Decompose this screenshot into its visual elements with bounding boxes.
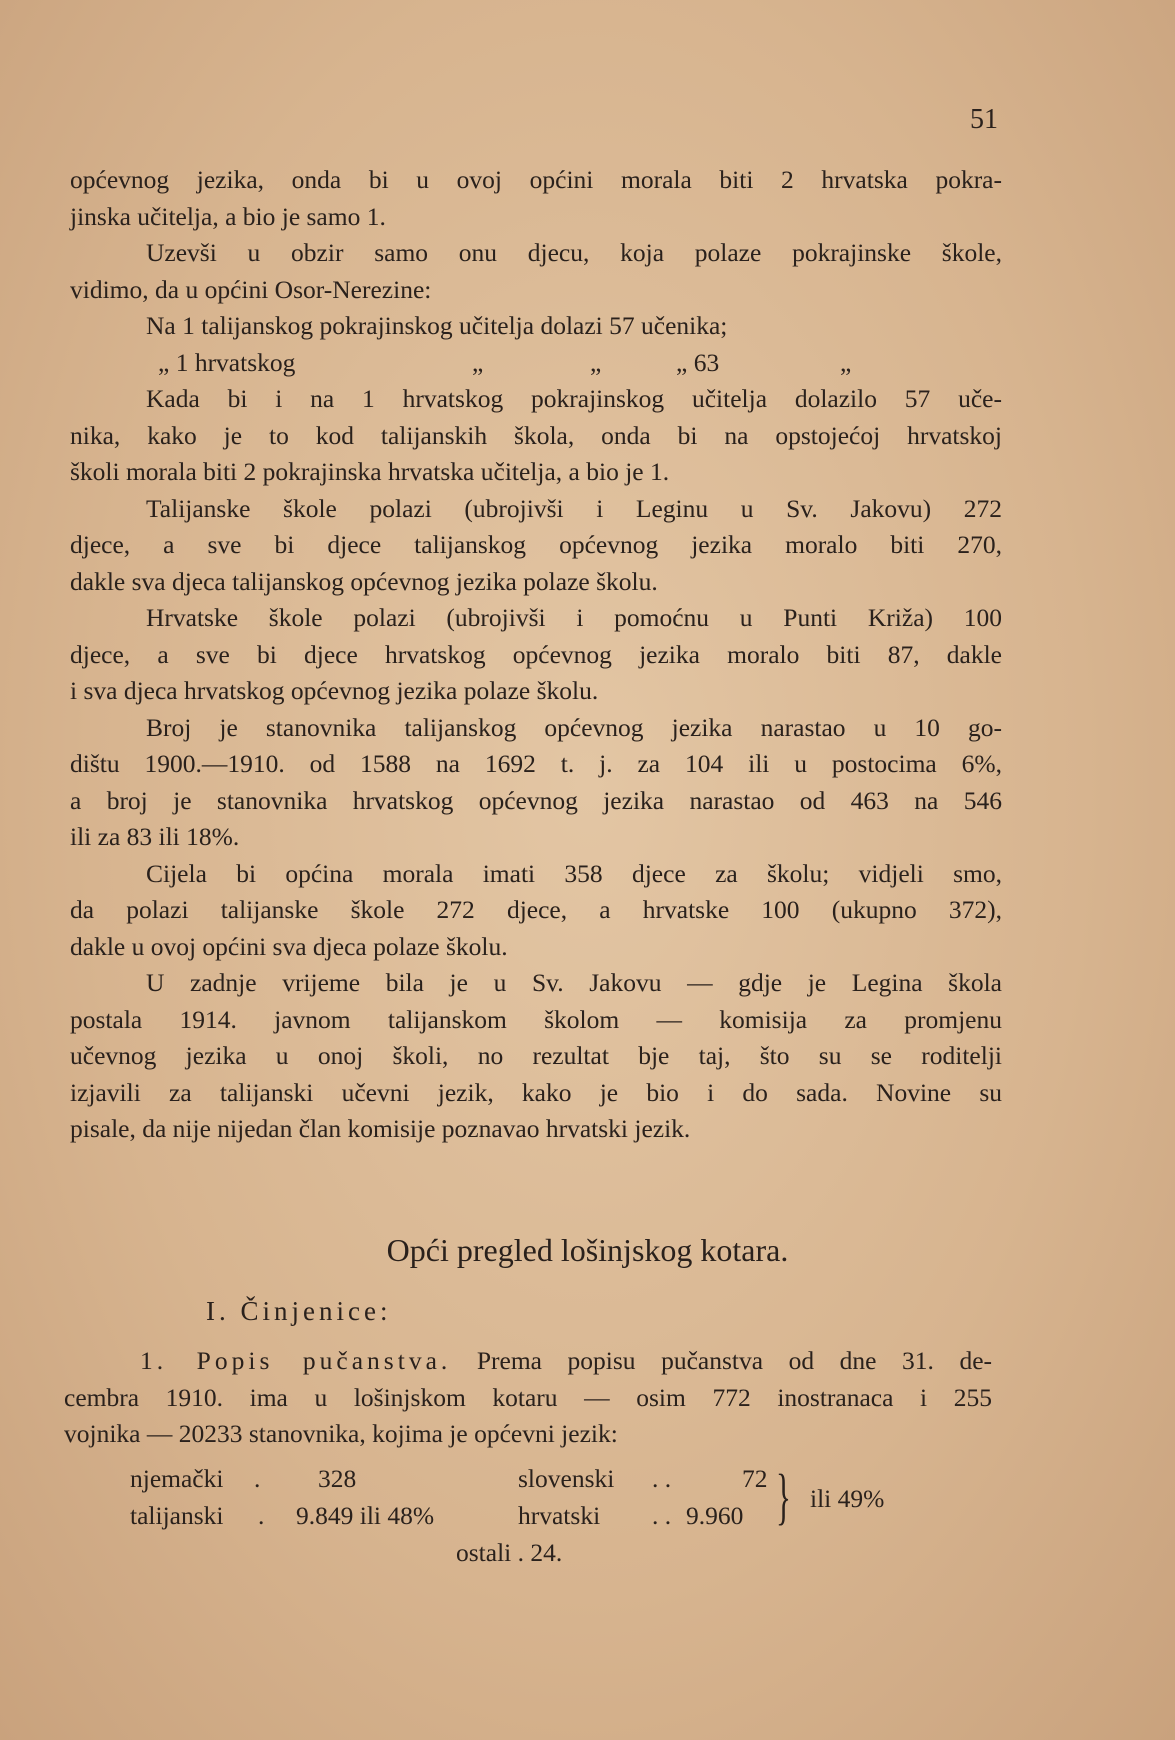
- brace-icon: }: [776, 1463, 791, 1531]
- text-line: dištu 1900.—1910. od 1588 na 1692 t. j. za 104 ili u postocima 6%,: [70, 749, 1002, 778]
- census-language: talijanski: [130, 1501, 224, 1530]
- census-value: 72: [742, 1464, 768, 1493]
- ratio-line: [70, 345, 1002, 382]
- ratio-text: Na 1 talijanskog pokrajinskog učitelja dolazi 57 učenika;: [146, 311, 728, 340]
- census-intro: [64, 1343, 992, 1453]
- text-line: vidimo, da u općini Osor-Nerezine:: [70, 274, 432, 304]
- text-line: Broj je stanovnika talijanskog općevnog jezika narastao u 10 go-: [146, 712, 1002, 742]
- text-line: dakle u ovoj općini sva djeca polaze školu.: [70, 931, 508, 961]
- text-line: Hrvatske škole polazi (ubrojivši i pomoćnu u Punti Križa) 100: [146, 603, 1002, 632]
- ratio-value: „ 63: [676, 347, 720, 377]
- text-line: cembra 1910. ima u lošinjskom kotaru — osim 772 inostranaca i 255: [64, 1382, 992, 1412]
- census-value: 328: [318, 1464, 357, 1493]
- text-line: općevnog jezika, onda bi u ovoj općini morala biti 2 hrvatska pokra-: [70, 165, 1002, 194]
- text-line: izjavili za talijanski učevni jezik, kako je bio i do sada. Novine su: [70, 1077, 1002, 1107]
- text-line: jinska učitelja, a bio je samo 1.: [70, 201, 386, 231]
- text-line: postala 1914. javnom talijanskom školom — komisija za promjenu: [70, 1004, 1002, 1034]
- census-value: 9.849 ili 48%: [296, 1501, 435, 1530]
- text-line: vojnika — 20233 stanovnika, kojima je općevni jezik:: [64, 1419, 618, 1448]
- census-language: slovenski: [518, 1464, 615, 1493]
- census-dots: .: [258, 1501, 265, 1530]
- text-line: U zadnje vrijeme bila je u Sv. Jakovu — gdje je Legina škola: [146, 968, 1002, 997]
- text-line: [64, 1343, 992, 1380]
- subsection-heading: I. Činjenice:: [206, 1296, 392, 1326]
- census-dots: . .: [652, 1464, 672, 1493]
- ratio-line: [70, 308, 1002, 345]
- text-line: Kada bi i na 1 hrvatskog pokrajinskog učitelja dolazilo 57 uče-: [146, 384, 1002, 413]
- text-line: a broj je stanovnika hrvatskog općevnog jezika narastao od 463 na 546: [70, 785, 1002, 815]
- ditto-mark: „: [840, 347, 852, 377]
- text-line: djece, a sve bi djece hrvatskog općevnog jezika moralo biti 87, dakle: [70, 639, 1002, 669]
- ratio-text: „ 1 hrvatskog: [158, 347, 296, 377]
- text-line: školi morala biti 2 pokrajinska hrvatska učitelja, a bio je 1.: [70, 457, 670, 486]
- census-brace-total: ili 49%: [810, 1484, 885, 1513]
- text-line: učevnog jezika u onoj školi, no rezultat bje taj, što su se roditelji: [70, 1041, 1002, 1070]
- census-language: njemački: [130, 1464, 224, 1493]
- ditto-mark: „: [472, 347, 484, 377]
- text-line: Cijela bi općina morala imati 358 djece za školu; vidjeli smo,: [146, 858, 1002, 888]
- census-other: ostali . 24.: [456, 1538, 563, 1567]
- text-line: ili za 83 ili 18%.: [70, 822, 240, 851]
- census-dots: .: [254, 1464, 261, 1493]
- text-line: djece, a sve bi djece talijanskog općevnog jezika moralo biti 270,: [70, 530, 1002, 559]
- text-line: Uzevši u obzir samo onu djecu, koja polaze pokrajinske škole,: [146, 238, 1002, 267]
- text-line: pisale, da nije nijedan član komisije poznavao hrvatski jezik.: [70, 1114, 691, 1143]
- ditto-mark: „: [590, 347, 602, 377]
- body-text: [70, 162, 1002, 1148]
- census-value: 9.960: [686, 1501, 744, 1530]
- census-language: hrvatski: [518, 1501, 601, 1530]
- page-number: 51: [970, 104, 998, 135]
- text-line: i sva djeca hrvatskog općevnog jezika polaze školu.: [70, 676, 599, 705]
- section-heading: Opći pregled lošinjskog kotara.: [386, 1232, 789, 1268]
- text-line: Talijanske škole polazi (ubrojivši i Leginu u Sv. Jakovu) 272: [146, 493, 1002, 523]
- text-line: dakle sva djeca talijanskog općevnog jezika polaze školu.: [70, 566, 658, 596]
- text-line: da polazi talijanske škole 272 djece, a hrvatske 100 (ukupno 372),: [70, 895, 1002, 924]
- census-lead-rest: Prema popisu pučanstva od dne 31. de-: [476, 1346, 993, 1375]
- census-dots: . .: [652, 1501, 672, 1530]
- text-line: nika, kako je to kod talijanskih škola, onda bi na opstojećoj hrvatskoj: [70, 420, 1002, 450]
- census-lead: 1. Popis pučanstva.: [140, 1346, 452, 1375]
